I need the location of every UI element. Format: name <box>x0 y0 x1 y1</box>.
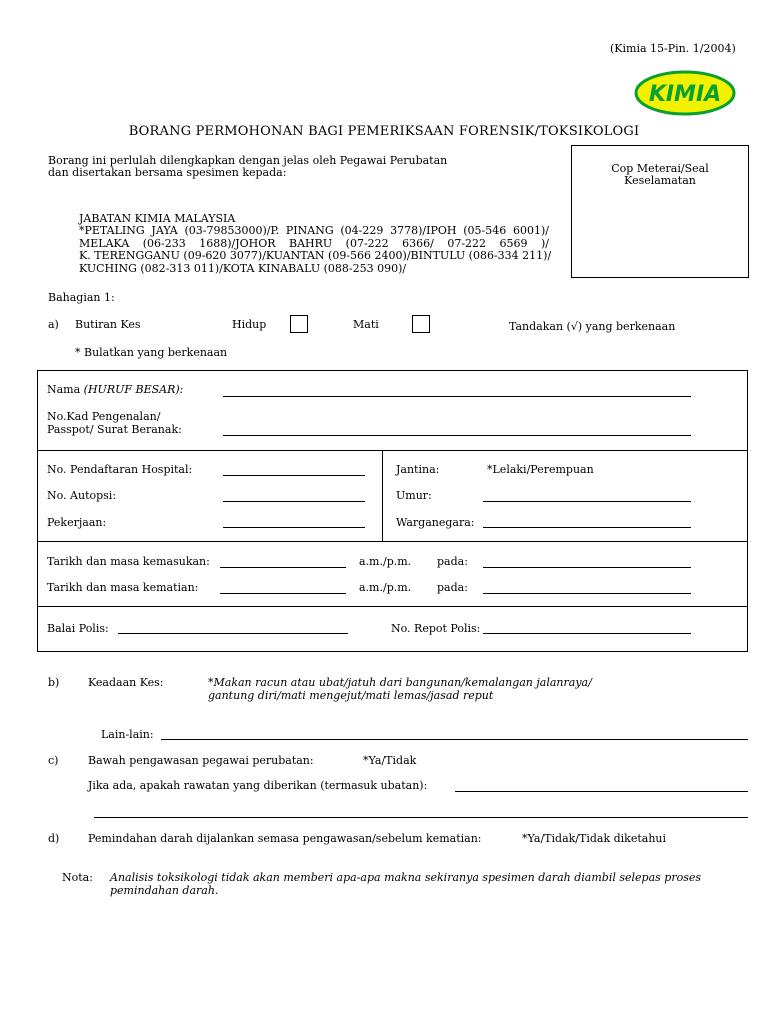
address-line-2: MELAKA (06-233 1688)/JOHOR BAHRU (07-222 6366/ 07-222 6569 )/ <box>79 237 549 250</box>
nama-label: Nama (HURUF BESAR): <box>47 383 184 396</box>
rawatan-field-2[interactable] <box>94 817 748 818</box>
column-divider <box>382 450 383 541</box>
ic-label-2: Passpot/ Surat Beranak: <box>47 423 182 436</box>
address-line-1: *PETALING JAYA (03-79853000)/P. PINANG (04-229 3778)/IPOH (05-546 6001)/ <box>79 224 549 237</box>
kemasukan-ampm[interactable]: a.m./p.m. <box>359 555 412 568</box>
lain-lain-label: Lain-lain: <box>101 728 154 741</box>
address-line-3: K. TERENGGANU (09-620 3077)/KUANTAN (09-566 2400)/BINTULU (086-334 211)/ <box>79 249 552 262</box>
autopsi-field[interactable] <box>223 501 365 502</box>
kemasukan-field[interactable] <box>220 567 346 568</box>
page-title: BORANG PERMOHONAN BAGI PEMERIKSAAN FORENSIK/TOKSIKOLOGI <box>128 124 640 139</box>
warganegara-label: Warganegara: <box>396 516 475 529</box>
keadaan-kes-line-1[interactable]: *Makan racun atau ubat/jatuh dari bangunan/kemalangan jalanraya/ <box>208 676 592 689</box>
section-label: Bahagian 1: <box>48 291 115 304</box>
row-divider-1 <box>37 450 747 451</box>
kematian-label: Tarikh dan masa kematian: <box>47 581 199 594</box>
repot-field[interactable] <box>483 633 691 634</box>
umur-label: Umur: <box>396 489 432 502</box>
keadaan-kes-line-2[interactable]: gantung diri/mati mengejut/mati lemas/jasad reput <box>208 689 494 702</box>
rawatan-question: Jika ada, apakah rawatan yang diberikan (termasuk ubatan): <box>88 779 428 792</box>
nota-line-1: Analisis toksikologi tidak akan memberi apa-apa makna sekiranya spesimen darah diambil selepas proses <box>110 871 702 884</box>
part-b-marker: b) <box>48 676 60 689</box>
kematian-ampm[interactable]: a.m./p.m. <box>359 581 412 594</box>
pekerjaan-label: Pekerjaan: <box>47 516 107 529</box>
balai-field[interactable] <box>118 633 348 634</box>
address-name: JABATAN KIMIA MALAYSIA <box>79 212 236 225</box>
kematian-pada-field[interactable] <box>483 593 691 594</box>
seal-box <box>571 145 749 278</box>
part-d-marker: d) <box>48 832 60 845</box>
kemasukan-pada-label: pada: <box>437 555 468 568</box>
repot-label: No. Repot Polis: <box>391 622 481 635</box>
ic-label-1: No.Kad Pengenalan/ <box>47 410 161 423</box>
nota-label: Nota: <box>62 871 93 884</box>
butiran-kes-label: Butiran Kes <box>75 318 141 331</box>
hospital-label: No. Pendaftaran Hospital: <box>47 463 193 476</box>
hospital-field[interactable] <box>223 475 365 476</box>
circle-note: * Bulatkan yang berkenaan <box>75 346 228 359</box>
part-c-marker: c) <box>48 754 59 767</box>
kemasukan-label: Tarikh dan masa kemasukan: <box>47 555 210 568</box>
kimia-logo <box>634 70 736 116</box>
kemasukan-pada-field[interactable] <box>483 567 691 568</box>
hidup-checkbox[interactable] <box>290 315 308 333</box>
address-line-4: KUCHING (082-313 011)/KOTA KINABALU (088-253 090)/ <box>79 262 407 275</box>
row-divider-2 <box>37 541 747 542</box>
intro-line-1: Borang ini perlulah dilengkapkan dengan jelas oleh Pegawai Perubatan <box>48 154 448 167</box>
seal-label-1: Cop Meterai/Seal <box>611 162 709 175</box>
part-a-marker: a) <box>48 318 59 331</box>
pengawasan-value[interactable]: *Ya/Tidak <box>363 754 417 767</box>
mati-checkbox[interactable] <box>412 315 430 333</box>
row-divider-3 <box>37 606 747 607</box>
balai-label: Balai Polis: <box>47 622 109 635</box>
mati-label: Mati <box>353 318 379 331</box>
hidup-label: Hidup <box>232 318 267 331</box>
umur-field[interactable] <box>483 501 691 502</box>
pemindahan-value[interactable]: *Ya/Tidak/Tidak diketahui <box>522 832 667 845</box>
pemindahan-label: Pemindahan darah dijalankan semasa pengawasan/sebelum kematian: <box>88 832 482 845</box>
seal-label-2: Keselamatan <box>624 174 696 187</box>
autopsi-label: No. Autopsi: <box>47 489 117 502</box>
jantina-value[interactable]: *Lelaki/Perempuan <box>487 463 594 476</box>
ic-field[interactable] <box>223 435 691 436</box>
pengawasan-label: Bawah pengawasan pegawai perubatan: <box>88 754 314 767</box>
rawatan-field-1[interactable] <box>455 791 748 792</box>
kematian-field[interactable] <box>220 593 346 594</box>
intro-line-2: dan disertakan bersama spesimen kepada: <box>48 166 287 179</box>
pekerjaan-field[interactable] <box>223 527 365 528</box>
tick-note: Tandakan (√) yang berkenaan <box>509 320 676 333</box>
nama-field[interactable] <box>223 396 691 397</box>
warganegara-field[interactable] <box>483 527 691 528</box>
kematian-pada-label: pada: <box>437 581 468 594</box>
lain-lain-field[interactable] <box>161 739 748 740</box>
nota-line-2: pemindahan darah. <box>110 884 219 897</box>
form-code: (Kimia 15-Pin. 1/2004) <box>610 42 736 55</box>
logo-text: KIMIA <box>648 82 722 107</box>
jantina-label: Jantina: <box>396 463 440 476</box>
keadaan-kes-label: Keadaan Kes: <box>88 676 164 689</box>
